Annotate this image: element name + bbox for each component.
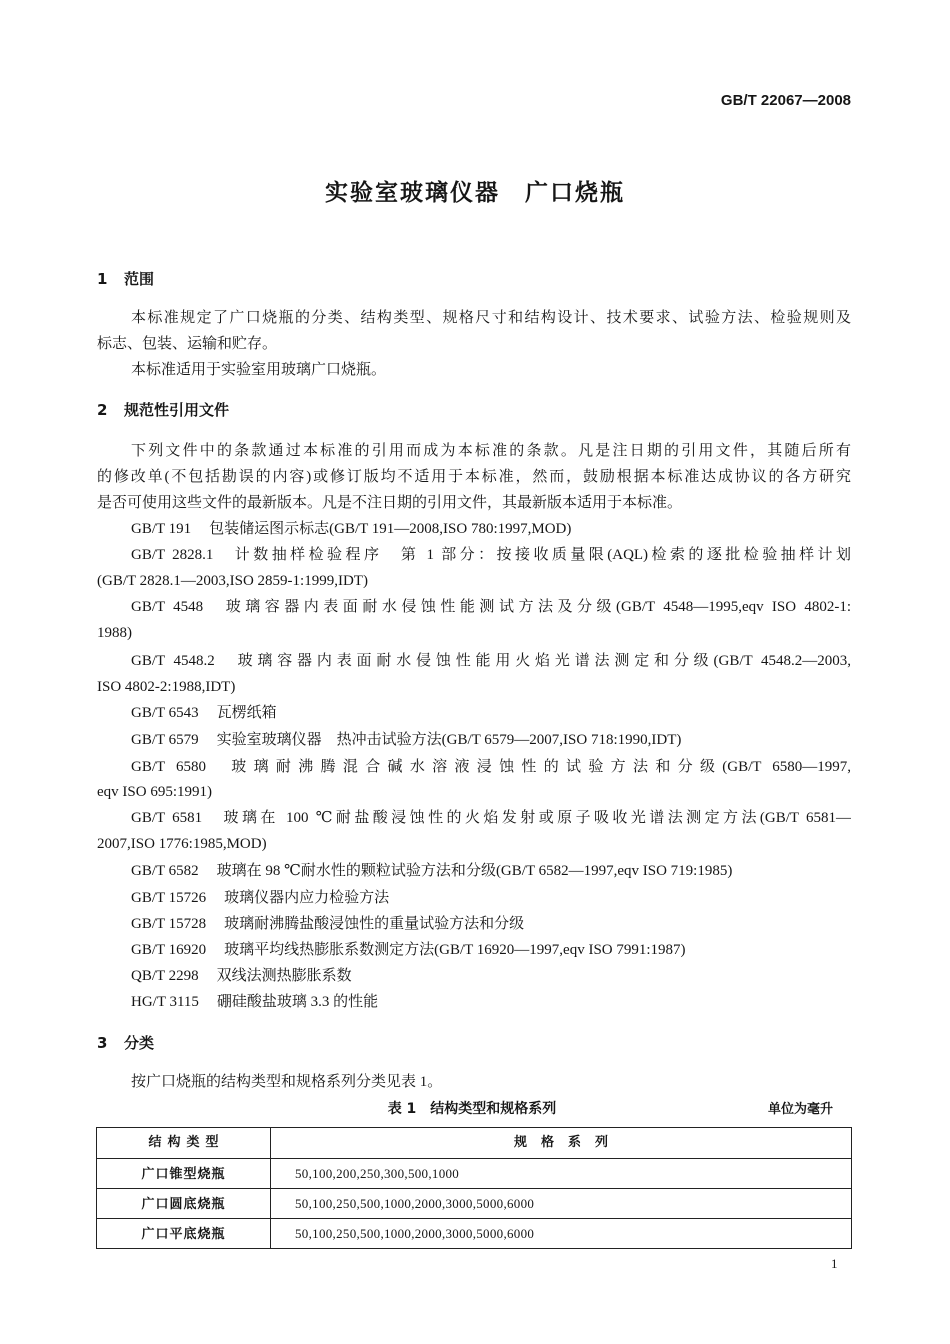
reference-code: GB/T 191 [131,521,192,537]
reference-item [131,888,389,908]
reference-title: 双线法测热膨胀系数 [216,968,352,984]
reference-title: 玻璃在 98 ℃耐水性的颗粒试验方法和分级(GB/T 6582—1997,eqv ISO 719:1985) [216,863,733,879]
reference-code: GB/T 6580 [131,759,206,775]
table-row [97,1189,852,1219]
reference-code: GB/T 16920 [131,942,207,958]
section-1-heading [97,269,154,289]
table-cell-type: 广口平底烧瓶 [97,1219,271,1249]
paragraph-line: 本标准规定了广口烧瓶的分类、结构类型、规格尺寸和结构设计、技术要求、试验方法、检验规则及 [131,310,851,326]
section-number: 3 [97,1034,108,1052]
column-header-type: 结构类型 [97,1128,271,1159]
table-row [97,1159,852,1189]
reference-continuation: 2007,ISO 1776:1985,MOD) [97,836,267,852]
reference-title: 玻璃仪器内应力检验方法 [224,890,390,906]
reference-title: 计数抽样检验程序 第 1 部分：按接收质量限(AQL)检索的逐批检验抽样计划 [231,547,851,563]
reference-code: HG/T 3115 [131,994,199,1010]
paragraph-line: 是否可使用这些文件的最新版本。凡是不注日期的引用文件，其最新版本适用于本标准。 [97,495,683,511]
reference-code: GB/T 15726 [131,890,207,906]
reference-item [131,519,571,539]
reference-continuation: 1988) [97,625,132,641]
reference-item [131,757,851,777]
reference-title: 玻璃在 100 ℃耐盐酸浸蚀性的火焰发射或原子吸收光谱法测定方法(GB/T 6581— [220,810,851,826]
table-row [97,1219,852,1249]
section-3-heading [97,1033,154,1053]
document-title: 实验室玻璃仪器 广口烧瓶 [325,180,625,206]
paragraph-line: 按广口烧瓶的结构类型和规格系列分类见表 1。 [131,1074,443,1090]
page-number: 1 [831,1256,838,1271]
table-cell-series: 50,100,250,500,1000,2000,3000,5000,6000 [271,1219,852,1249]
section-title: 规范性引用文件 [124,401,230,419]
reference-item [131,966,352,986]
reference-code: GB/T 6582 [131,863,199,879]
reference-title: 玻璃平均线热膨胀系数测定方法(GB/T 16920—1997,eqv ISO 7991:1987) [224,942,686,958]
reference-item [131,651,851,671]
reference-item [131,730,681,750]
reference-item [131,808,851,828]
reference-title: 玻璃耐沸腾混合碱水溶液浸蚀性的试验方法和分级(GB/T 6580—1997, [223,759,851,775]
table-cell-series: 50,100,250,500,1000,2000,3000,5000,6000 [271,1189,852,1219]
reference-item [131,545,851,565]
reference-code: GB/T 4548.2 [131,653,215,669]
section-2-heading [97,400,229,420]
table-unit-note: 单位为毫升 [767,1102,833,1117]
column-header-series: 规格系列 [271,1128,852,1159]
reference-code: GB/T 6579 [131,732,199,748]
reference-title: 玻璃容器内表面耐水侵蚀性能测试方法及分级(GB/T 4548—1995,eqv ISO 4802-1: [221,599,851,615]
section-title: 范围 [124,270,155,288]
reference-item [131,914,524,934]
reference-title: 实验室玻璃仪器 热冲击试验方法(GB/T 6579—2007,ISO 718:1990,IDT) [216,732,682,748]
table-cell-series: 50,100,200,250,300,500,1000 [271,1159,852,1189]
reference-continuation: ISO 4802-2:1988,IDT) [97,679,236,695]
reference-continuation: eqv ISO 695:1991) [97,784,212,800]
reference-code: GB/T 4548 [131,599,204,615]
section-title: 分类 [124,1034,155,1052]
standard-number: GB/T 22067—2008 [720,92,851,109]
reference-item [131,992,378,1012]
table-caption: 表 1 结构类型和规格系列 [387,1101,557,1117]
reference-item [131,703,277,723]
reference-code: GB/T 6543 [131,705,199,721]
reference-code: GB/T 2828.1 [131,547,214,563]
section-number: 1 [97,270,108,288]
paragraph-line: 的修改单(不包括勘误的内容)或修订版均不适用于本标准，然而，鼓励根据本标准达成协议的各方研究 [97,469,851,485]
reference-title: 包装储运图示标志(GB/T 191—2008,ISO 780:1997,MOD) [209,521,572,537]
paragraph-line: 本标准适用于实验室用玻璃广口烧瓶。 [131,362,387,378]
reference-item [131,861,732,881]
reference-item [131,940,686,960]
reference-title: 玻璃容器内表面耐水侵蚀性能用火焰光谱法测定和分级(GB/T 4548.2—2003, [232,653,851,669]
paragraph-line: 下列文件中的条款通过本标准的引用而成为本标准的条款。凡是注日期的引用文件，其随后所有 [131,443,851,459]
reference-code: QB/T 2298 [131,968,199,984]
reference-code: GB/T 15728 [131,916,207,932]
reference-title: 玻璃耐沸腾盐酸浸蚀性的重量试验方法和分级 [224,916,525,932]
reference-item [131,597,851,617]
table-cell-type: 广口圆底烧瓶 [97,1189,271,1219]
reference-continuation: (GB/T 2828.1—2003,ISO 2859-1:1999,IDT) [97,573,368,589]
reference-code: GB/T 6581 [131,810,203,826]
table-cell-type: 广口锥型烧瓶 [97,1159,271,1189]
reference-title: 硼硅酸盐玻璃 3.3 的性能 [216,994,379,1010]
paragraph-line: 标志、包装、运输和贮存。 [97,336,278,352]
section-number: 2 [97,401,108,419]
spec-table [96,1127,852,1249]
table-header-row [97,1128,852,1159]
reference-title: 瓦楞纸箱 [216,705,277,721]
